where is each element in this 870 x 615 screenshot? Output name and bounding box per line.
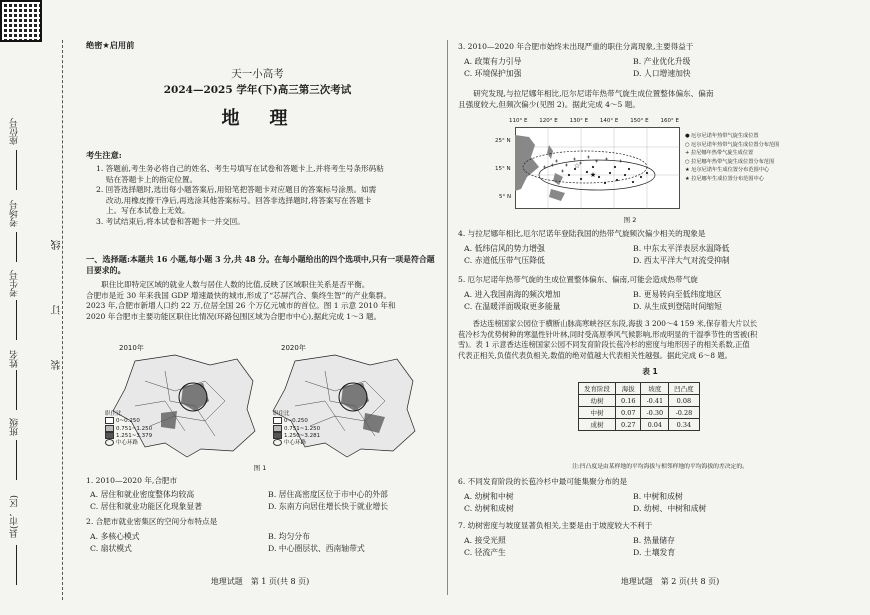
option-c[interactable]: C. 环境保护加强 xyxy=(464,68,522,78)
option-c[interactable]: C. 径流产生 xyxy=(464,547,506,557)
passage-line: 2020 年合肥市主要功能区职住比情况(环路包围区域为合肥市中心),据此完成 1～3 题。 xyxy=(86,311,382,321)
table-row xyxy=(579,419,700,431)
table-cell: 0.04 xyxy=(641,419,669,431)
question-4-options xyxy=(464,243,794,267)
county-field xyxy=(16,545,17,585)
option-b[interactable]: B. 居住高密度区位于市中心的外部 xyxy=(268,490,388,499)
legend-item: 1.250~3.281 xyxy=(273,432,320,439)
passage-line: 香达连榜国家公园位于横断山脉高寒峡谷区东段,海拔 3 200～4 159 米,保存着大片以长 xyxy=(458,319,758,328)
name-label: 姓名 xyxy=(10,350,20,368)
table1 xyxy=(578,382,700,431)
question-1 xyxy=(86,476,438,487)
question-stem: 3. 2010—2020 年合肥市始终未出现严重的职住分离现象,主要得益于 xyxy=(458,42,694,51)
table-cell: 中树 xyxy=(579,407,616,419)
legend-item: ○ 厄尔尼诺年热带气旋生成位置分布范围 xyxy=(685,141,780,148)
lon-label: 110° E xyxy=(509,118,528,124)
notice-item: 2. 回答选择题时,选出每小题答案后,用铅笔把答题卡对应题目的答案标号涂黑。如需 xyxy=(96,185,377,194)
option-a[interactable]: A. 居住和就业密度整体均较高 xyxy=(90,490,195,499)
table-cell: -0.30 xyxy=(641,407,669,419)
table1-note: 注:凹凸度是由某样地的平均海拔与相邻样地的平均海拔的差决定的。 xyxy=(572,464,748,470)
option-d[interactable]: D. 中心圈层状、西南轴带式 xyxy=(268,543,365,553)
question-6-options xyxy=(464,491,794,515)
option-d[interactable]: D. 东南方向居住增长快于就业增长 xyxy=(268,501,389,511)
figure1-legend-left xyxy=(105,411,152,446)
table-header: 坡度 xyxy=(641,383,669,395)
option-a[interactable]: A. 进入我国南海的频次增加 xyxy=(464,290,561,299)
lon-label: 140° E xyxy=(599,118,619,124)
figure2-lon-axis xyxy=(509,118,679,124)
class-label: 班级 xyxy=(10,418,20,436)
table-cell: 0.34 xyxy=(669,419,700,431)
table-cell: 0.27 xyxy=(616,419,641,431)
passage1 xyxy=(86,280,438,322)
lat-label: 25° N xyxy=(495,138,511,144)
table-header: 凹凸度 xyxy=(669,383,700,395)
option-c[interactable]: C. 赤道低压带气压降低 xyxy=(464,255,545,265)
question-stem: 4. 与拉尼娜年相比,厄尔尼诺年登陆我国的热带气旋频次偏少相关的现象是 xyxy=(458,229,706,238)
option-b[interactable]: B. 均匀分布 xyxy=(268,532,310,541)
passage-line: 研究发现,与拉尼娜年相比,厄尔尼诺年热带气旋生成位置整体偏东、偏南 xyxy=(458,89,714,98)
exam-title: 2024—2025 学年(下)高三第三次考试 xyxy=(163,84,352,96)
option-c[interactable]: C. 居住和就业功能区化现象显著 xyxy=(90,501,203,511)
legend-item: 0.751~1.250 xyxy=(105,425,152,432)
passage2 xyxy=(458,89,858,110)
notice-block xyxy=(96,164,436,227)
table-header-row xyxy=(579,383,700,395)
notice-item: 上。写在本试卷上无效。 xyxy=(106,206,190,215)
question-5 xyxy=(458,275,858,286)
passage3 xyxy=(458,319,858,361)
table-cell: -0.41 xyxy=(641,395,669,407)
table-cell: 成树 xyxy=(579,419,616,431)
option-c[interactable]: C. 幼树和成树 xyxy=(464,503,514,513)
question-2-options xyxy=(90,531,438,555)
option-d[interactable]: D. 人口增速加快 xyxy=(633,68,691,78)
cut-mark-line: 线 xyxy=(52,240,63,250)
option-b[interactable]: B. 产业优化升级 xyxy=(633,57,691,66)
option-a[interactable]: A. 幼树和中树 xyxy=(464,492,514,501)
notice-title: 考生注意: xyxy=(86,150,122,160)
legend-item: ★ 拉尼娜年生成位置分布范围中心 xyxy=(685,175,764,182)
page-divider xyxy=(447,40,448,595)
question-7 xyxy=(458,521,858,532)
lon-label: 150° E xyxy=(630,118,649,124)
table-row xyxy=(579,395,700,407)
legend-item: 0.751~1.250 xyxy=(273,425,320,432)
question-3 xyxy=(458,42,858,53)
question-stem: 2. 合肥市就业密集区的空间分布特点是 xyxy=(86,517,218,526)
option-b[interactable]: B. 中树和成树 xyxy=(633,492,683,501)
option-c[interactable]: C. 在温暖洋面吸取更多能量 xyxy=(464,301,561,311)
option-a[interactable]: A. 政策有力引导 xyxy=(464,57,522,66)
passage-line: 职住比即特定区域的就业人数与居住人数的比值,反映了区域职住关系是否平衡。 xyxy=(86,280,370,289)
option-d[interactable]: D. 从生成到登陆时间缩短 xyxy=(633,301,722,311)
figure1-right-year: 2020年 xyxy=(281,344,306,352)
table-cell: -0.28 xyxy=(669,407,700,419)
passage-line: 苞冷杉为优势树种的寒温性针叶林,同时受高原季风气候影响,形成明显的干湿季节性的雪被(积 xyxy=(458,329,758,339)
legend-item: ★ 厄尔尼诺年生成位置分布范围中心 xyxy=(685,167,770,174)
option-d[interactable]: D. 西太平洋大气对流受抑制 xyxy=(633,255,730,265)
figure1 xyxy=(105,343,425,461)
lon-label: 120° E xyxy=(539,118,558,124)
student-number-field xyxy=(16,300,17,340)
cut-mark-bind: 装 xyxy=(52,360,63,370)
question-1-options xyxy=(90,489,438,513)
exam-room-label: 考场号 xyxy=(10,200,20,227)
option-c[interactable]: C. 扇状模式 xyxy=(90,543,132,553)
legend-item: ● 厄尔尼诺年热带气旋生成位置 xyxy=(685,133,759,139)
legend-item: ○ 拉尼娜年热带气旋生成位置分布范围 xyxy=(685,158,775,165)
legend-title: 职住比 xyxy=(105,411,122,417)
table-row xyxy=(579,407,700,419)
name-field xyxy=(16,370,17,410)
footer-right: 地理试题 第 2 页(共 8 页) xyxy=(620,577,720,586)
notice-item: 3. 考试结束后,将本试卷和答题卡一并交回。 xyxy=(96,216,245,226)
table-header: 发育阶段 xyxy=(579,383,616,395)
svg-text:★: ★ xyxy=(589,171,597,179)
county-label: 县(市、区) xyxy=(10,495,20,539)
figure1-left-year: 2010年 xyxy=(119,344,144,352)
question-stem: 1. 2010—2020 年,合肥市 xyxy=(86,476,178,485)
legend-item: 1.251~3.379 xyxy=(105,432,152,439)
seat-number-label: 座位号 xyxy=(10,118,20,145)
question-7-options xyxy=(464,535,794,559)
qr-code xyxy=(0,0,42,42)
figure2-caption: 图 2 xyxy=(623,216,637,224)
section1-heading-body: 本题共 16 小题,每小题 3 分,共 48 分。在每小题给出的四个选项中,只有一项是符合题目要求的。 xyxy=(86,255,435,275)
figure1-caption: 图 1 xyxy=(253,464,267,472)
seat-number-field xyxy=(16,150,17,190)
legend-item: 0~0.250 xyxy=(273,417,320,424)
student-number-label: 考生号 xyxy=(10,270,20,297)
question-stem: 7. 幼树密度与坡度显著负相关,主要是由于坡度较大不利于 xyxy=(458,521,653,530)
table1-caption: 表 1 xyxy=(642,367,658,376)
legend-title: 职住比 xyxy=(273,411,290,417)
footer-left: 地理试题 第 1 页(共 8 页) xyxy=(210,577,310,586)
question-2 xyxy=(86,517,438,528)
option-a[interactable]: A. 多核心模式 xyxy=(90,532,140,541)
binding-line xyxy=(62,40,63,600)
lat-label: 5° N xyxy=(499,194,512,200)
table-cell: 0.16 xyxy=(616,395,641,407)
question-4 xyxy=(458,229,858,240)
table-cell: 0.08 xyxy=(669,395,700,407)
passage-line: 合肥市是近 30 年来我国 GDP 增速最快的城市,形成了“芯屏汽合、集终生智”的产业集群。 xyxy=(86,290,391,300)
option-d[interactable]: D. 幼树、中树和成树 xyxy=(633,503,707,513)
section1-heading xyxy=(86,254,438,276)
legend-item: 中心环路 xyxy=(105,439,152,446)
table-cell: 0.07 xyxy=(616,407,641,419)
notice-item: 1. 答题前,考生务必将自己的姓名、考生号填写在试卷和答题卡上,并将考生号条形码粘 xyxy=(96,164,384,173)
figure1-maps xyxy=(105,351,425,461)
table-cell: 幼树 xyxy=(579,395,616,407)
legend-item: 中心环路 xyxy=(273,439,320,446)
passage-line: 代表正相关,负值代表负相关,数值的绝对值越大代表相关性越强。据此完成 6～8 题。 xyxy=(458,350,732,360)
passage-line: 2023 年,合肥市新增人口约 22 万,位居全国 26 个万亿元城市的首位。图 1 示意 2010 年和 xyxy=(86,301,396,310)
figure2 xyxy=(495,118,835,213)
secret-mark: 绝密★启用前 xyxy=(86,40,135,50)
option-a[interactable]: A. 低纬信风的势力增强 xyxy=(464,244,545,253)
passage-line: 且强度较大,但频次偏少(见图 2)。据此完成 4～5 题。 xyxy=(458,99,640,109)
question-stem: 5. 厄尔尼诺年热带气旋的生成位置整体偏东、偏南,可能会造成热带气旋 xyxy=(458,275,698,284)
option-b[interactable]: B. 中东太平洋表层水温降低 xyxy=(633,244,730,253)
question-3-options xyxy=(464,56,794,80)
lat-label: 15° N xyxy=(495,166,511,172)
figure2-legend xyxy=(685,132,779,184)
notice-item: 改动,用橡皮擦干净后,再选涂其他答案标号。回答非选择题时,将答案写在答题卡 xyxy=(106,195,372,205)
cut-mark-order: 订 xyxy=(52,305,63,315)
legend-item: 0~0.250 xyxy=(105,417,152,424)
table-header: 海拔 xyxy=(616,383,641,395)
passage-line: 雪)。表 1 示意香达连榜国家公园不同发育阶段长苞冷杉的密度与地形因子的相关系数,正值 xyxy=(458,340,750,349)
notice-item: 贴在答题卡上的指定位置。 xyxy=(106,174,198,184)
lon-label: 160° E xyxy=(660,118,679,124)
option-b[interactable]: B. 更易转向至低纬度地区 xyxy=(633,290,722,299)
lon-label: 130° E xyxy=(569,118,589,124)
option-d[interactable]: D. 土壤发育 xyxy=(633,547,676,557)
figure1-legend-right xyxy=(273,411,320,446)
figure2-map xyxy=(515,127,680,209)
subject-title: 地 理 xyxy=(221,108,294,129)
question-stem: 6. 不同发育阶段的长苞冷杉中最可能集聚分布的是 xyxy=(458,477,628,486)
school-name: 天一小高考 xyxy=(231,68,284,80)
svg-text:☆: ☆ xyxy=(573,162,581,170)
legend-item: + 拉尼娜年热带气旋生成位置 xyxy=(685,150,754,157)
class-field xyxy=(16,440,17,480)
question-5-options xyxy=(464,289,794,313)
question-6 xyxy=(458,477,858,488)
option-a[interactable]: A. 接受光照 xyxy=(464,536,506,545)
option-b[interactable]: B. 热量储存 xyxy=(633,536,675,545)
exam-room-field xyxy=(16,232,17,262)
section1-heading-label: 一、选择题: xyxy=(86,254,130,264)
